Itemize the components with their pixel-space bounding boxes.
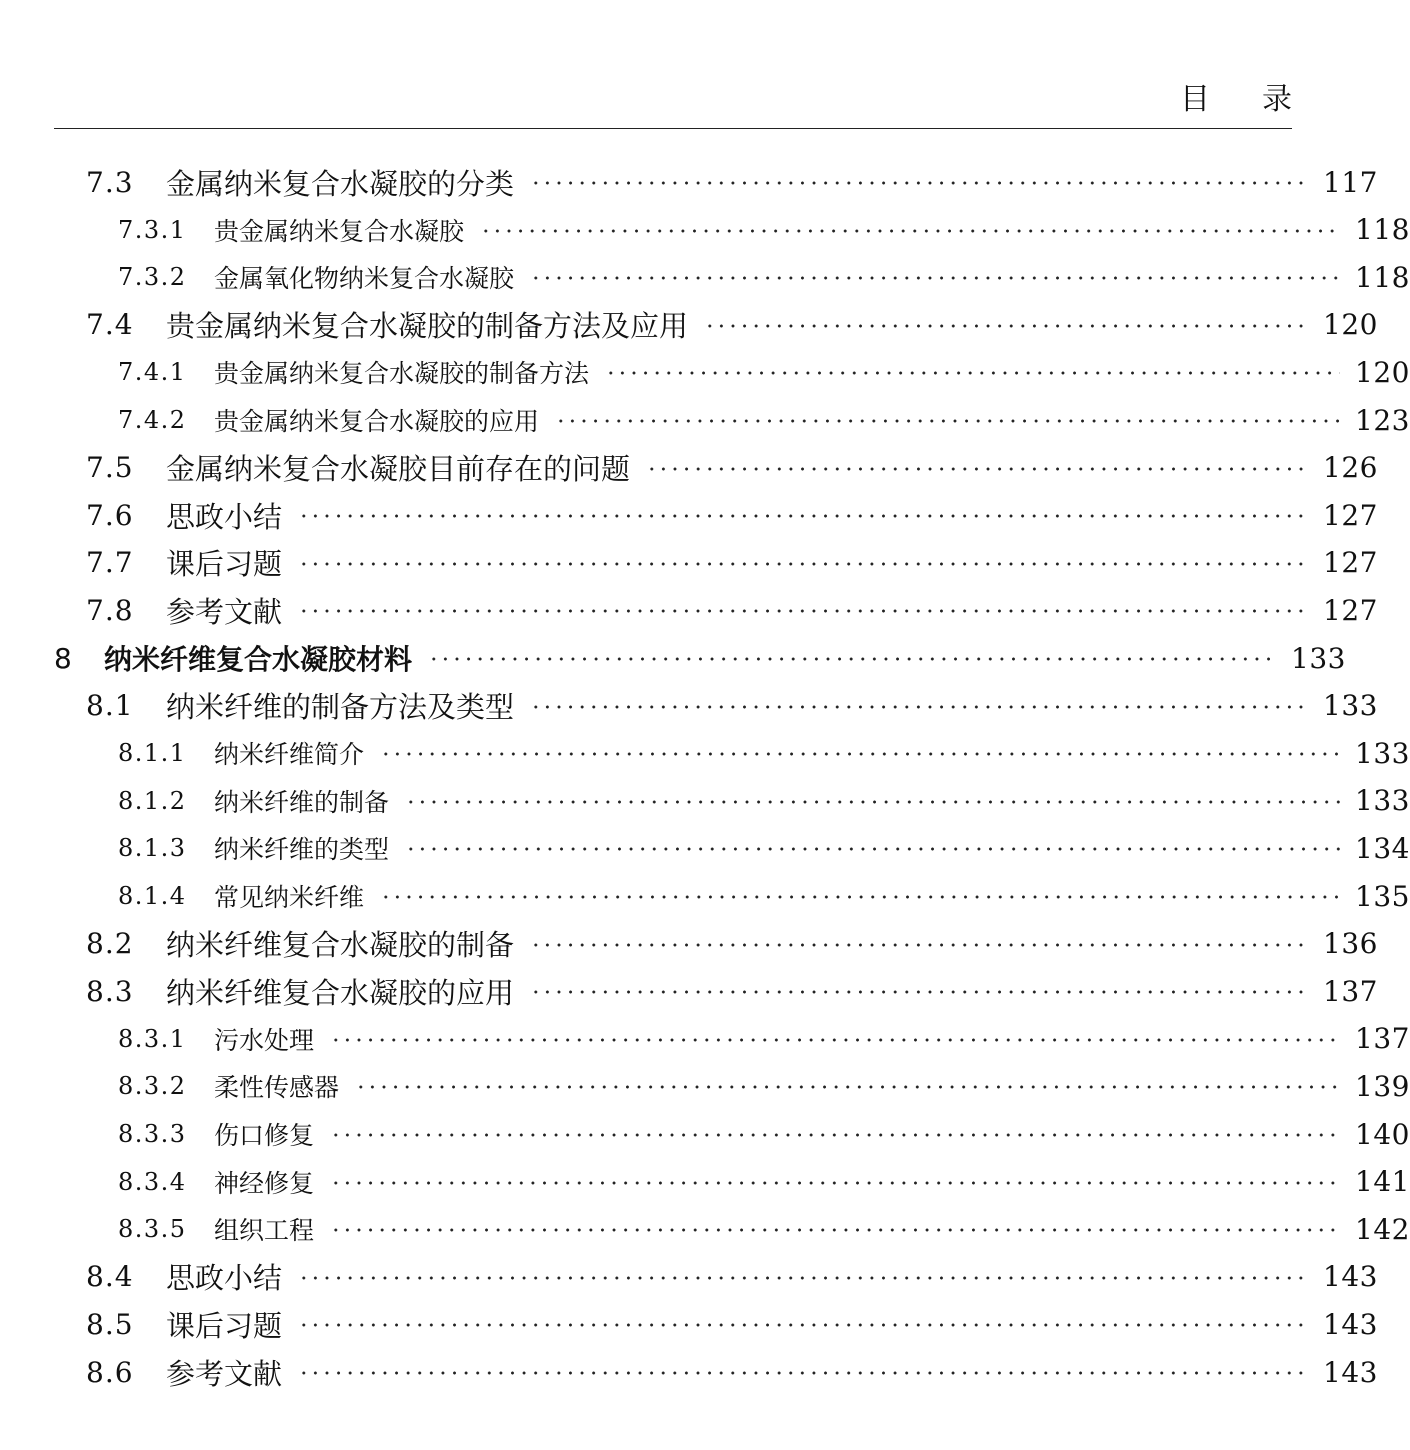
toc-dot-leader xyxy=(330,1132,1340,1138)
toc-page-number: 135 xyxy=(1355,879,1410,913)
toc-subsection-row[interactable] xyxy=(0,1062,1410,1110)
header-rule xyxy=(54,128,1292,129)
toc-page-number: 139 xyxy=(1355,1069,1410,1103)
toc-entry-number: 8.5 xyxy=(86,1307,134,1341)
toc-entry-number: 8.4 xyxy=(86,1260,134,1294)
toc-subsection-row[interactable] xyxy=(0,729,1410,777)
toc-chapter-row[interactable] xyxy=(0,634,1346,682)
toc-entry-title: 纳米纤维的类型 xyxy=(214,835,390,865)
toc-entry-title: 污水处理 xyxy=(214,1025,315,1055)
toc-entry-title: 参考文献 xyxy=(166,594,283,629)
toc-entry-title: 参考文献 xyxy=(166,1356,283,1391)
toc-page-number: 127 xyxy=(1323,546,1378,580)
toc-subsection-row[interactable] xyxy=(0,348,1410,396)
toc-subsection-row[interactable] xyxy=(0,206,1410,254)
toc-page-number: 120 xyxy=(1323,308,1378,342)
toc-entry-title: 金属氧化物纳米复合水凝胶 xyxy=(214,264,515,294)
toc-page-number: 143 xyxy=(1323,1307,1378,1341)
toc-page-number: 126 xyxy=(1323,451,1378,485)
toc-entry-number: 8.1.3 xyxy=(118,834,187,863)
toc-dot-leader xyxy=(330,1037,1340,1043)
toc-page-number: 143 xyxy=(1323,1355,1378,1389)
toc-entry-number: 7.4 xyxy=(86,308,134,342)
toc-dot-leader xyxy=(530,275,1340,281)
toc-dot-leader xyxy=(330,1227,1340,1233)
toc-dot-leader xyxy=(355,1084,1340,1090)
toc-entry-number: 8.3.4 xyxy=(118,1167,187,1196)
toc-entry-title: 纳米纤维简介 xyxy=(214,740,365,770)
toc-dot-leader xyxy=(405,846,1340,852)
toc-entry-number: 8.3.1 xyxy=(118,1024,187,1053)
toc-dot-leader xyxy=(428,656,1276,662)
toc-dot-leader xyxy=(298,1275,1308,1281)
toc-entry-number: 8.2 xyxy=(86,927,134,961)
toc-subsection-row[interactable] xyxy=(0,1015,1410,1063)
toc-entry-title: 贵金属纳米复合水凝胶 xyxy=(214,216,465,246)
toc-page-number: 118 xyxy=(1355,213,1410,247)
toc-page-number: 141 xyxy=(1355,1165,1410,1199)
toc-dot-leader xyxy=(480,228,1340,234)
toc-entry-title: 课后习题 xyxy=(166,547,283,582)
toc-entry-title: 纳米纤维复合水凝胶的制备 xyxy=(166,928,515,963)
toc-dot-leader xyxy=(646,466,1308,472)
toc-section-row[interactable] xyxy=(0,491,1378,539)
toc-section-row[interactable] xyxy=(0,444,1378,492)
toc-dot-leader xyxy=(380,751,1340,757)
toc-section-row[interactable] xyxy=(0,158,1378,206)
toc-page-number: 133 xyxy=(1355,736,1410,770)
toc-entry-number: 7.4.2 xyxy=(118,406,187,434)
toc-page-number: 142 xyxy=(1355,1212,1410,1246)
toc-entry-title: 纳米纤维复合水凝胶的应用 xyxy=(166,975,515,1010)
toc-entry-title: 神经修复 xyxy=(214,1168,315,1198)
page-header-title: 目录 xyxy=(1180,82,1344,117)
toc-entry-number: 7.8 xyxy=(86,593,134,627)
toc-section-row[interactable] xyxy=(0,967,1378,1015)
toc-entry-title: 贵金属纳米复合水凝胶的制备方法及应用 xyxy=(166,309,689,344)
toc-entry-title: 贵金属纳米复合水凝胶的制备方法 xyxy=(214,359,590,389)
toc-subsection-row[interactable] xyxy=(0,396,1410,444)
toc-subsection-row[interactable] xyxy=(0,1110,1410,1158)
toc-entry-number: 8 xyxy=(54,641,72,675)
toc-dot-leader xyxy=(298,608,1308,614)
toc-entry-number: 8.1 xyxy=(86,689,134,723)
toc-entry-title: 纳米纤维的制备方法及类型 xyxy=(166,690,515,725)
toc-entry-title: 纳米纤维的制备 xyxy=(214,787,390,817)
toc-entry-title: 思政小结 xyxy=(166,499,283,534)
toc-entry-title: 组织工程 xyxy=(214,1216,315,1246)
toc-entry-title: 纳米纤维复合水凝胶材料 xyxy=(104,643,413,676)
toc-section-row[interactable] xyxy=(0,1253,1378,1301)
toc-section-row[interactable] xyxy=(0,920,1378,968)
toc-entry-number: 7.4.1 xyxy=(118,358,187,387)
toc-dot-leader xyxy=(605,370,1340,376)
toc-page-number: 117 xyxy=(1323,165,1378,199)
toc-entry-title: 金属纳米复合水凝胶的分类 xyxy=(166,166,515,201)
toc-section-row[interactable] xyxy=(0,1348,1378,1396)
toc-entry-number: 8.1.1 xyxy=(118,739,187,768)
toc-dot-leader xyxy=(704,323,1308,329)
toc-section-row[interactable] xyxy=(0,301,1378,349)
toc-entry-number: 7.3.1 xyxy=(118,215,187,244)
toc-section-row[interactable] xyxy=(0,539,1378,587)
toc-page-number: 123 xyxy=(1355,403,1410,437)
toc-dot-leader xyxy=(298,561,1308,567)
toc-entry-title: 贵金属纳米复合水凝胶的应用 xyxy=(214,407,540,436)
toc-dot-leader xyxy=(530,704,1308,710)
toc-section-row[interactable] xyxy=(0,586,1378,634)
toc-subsection-row[interactable] xyxy=(0,872,1410,920)
toc-subsection-row[interactable] xyxy=(0,1205,1410,1253)
toc-page-number: 140 xyxy=(1355,1117,1410,1151)
toc-entry-title: 常见纳米纤维 xyxy=(214,883,365,912)
toc-entry-title: 柔性传感器 xyxy=(214,1073,340,1103)
toc-dot-leader xyxy=(380,894,1340,900)
toc-dot-leader xyxy=(530,989,1308,995)
toc-dot-leader xyxy=(555,418,1340,424)
toc-dot-leader xyxy=(298,513,1308,519)
toc-entry-title: 课后习题 xyxy=(166,1308,283,1343)
toc-page-number: 137 xyxy=(1323,974,1378,1008)
toc-dot-leader xyxy=(530,942,1308,948)
toc-entry-number: 8.3.5 xyxy=(118,1215,187,1244)
toc-entry-number: 7.5 xyxy=(86,451,134,485)
toc-page-number: 127 xyxy=(1323,593,1378,627)
toc-page-number: 127 xyxy=(1323,498,1378,532)
toc-subsection-row[interactable] xyxy=(0,253,1410,301)
toc-dot-leader xyxy=(405,799,1340,805)
toc-dot-leader xyxy=(330,1180,1340,1186)
toc-entry-title: 伤口修复 xyxy=(214,1121,315,1150)
toc-entry-number: 7.3 xyxy=(86,165,134,199)
toc-dot-leader xyxy=(298,1322,1308,1328)
toc-entry-number: 8.3.2 xyxy=(118,1072,187,1101)
toc-dot-leader xyxy=(530,180,1308,186)
toc-page-number: 136 xyxy=(1323,927,1378,961)
toc-page-number: 143 xyxy=(1323,1260,1378,1294)
toc-page-number: 134 xyxy=(1355,831,1410,865)
toc-entry-number: 8.1.4 xyxy=(118,882,187,910)
toc-page-number: 133 xyxy=(1291,641,1346,675)
toc-entry-number: 7.3.2 xyxy=(118,263,187,292)
toc-page-number: 133 xyxy=(1355,784,1410,818)
toc-page-number: 137 xyxy=(1355,1022,1410,1056)
toc-subsection-row[interactable] xyxy=(0,824,1410,872)
toc-page-number: 120 xyxy=(1355,355,1410,389)
toc-entry-title: 思政小结 xyxy=(166,1261,283,1296)
toc-page-number: 133 xyxy=(1323,689,1378,723)
toc-page-number: 118 xyxy=(1355,260,1410,294)
toc-dot-leader xyxy=(298,1370,1308,1376)
toc-entry-number: 8.6 xyxy=(86,1355,134,1389)
toc-subsection-row[interactable] xyxy=(0,777,1410,825)
toc-entry-title: 金属纳米复合水凝胶目前存在的问题 xyxy=(166,452,631,487)
toc-section-row[interactable] xyxy=(0,1300,1378,1348)
toc-entry-number: 8.3.3 xyxy=(118,1120,187,1148)
toc-entry-number: 8.1.2 xyxy=(118,786,187,815)
toc-subsection-row[interactable] xyxy=(0,1158,1410,1206)
toc-entry-number: 7.6 xyxy=(86,498,134,532)
toc-entry-number: 8.3 xyxy=(86,974,134,1008)
toc-section-row[interactable] xyxy=(0,682,1378,730)
toc-entry-number: 7.7 xyxy=(86,546,134,580)
